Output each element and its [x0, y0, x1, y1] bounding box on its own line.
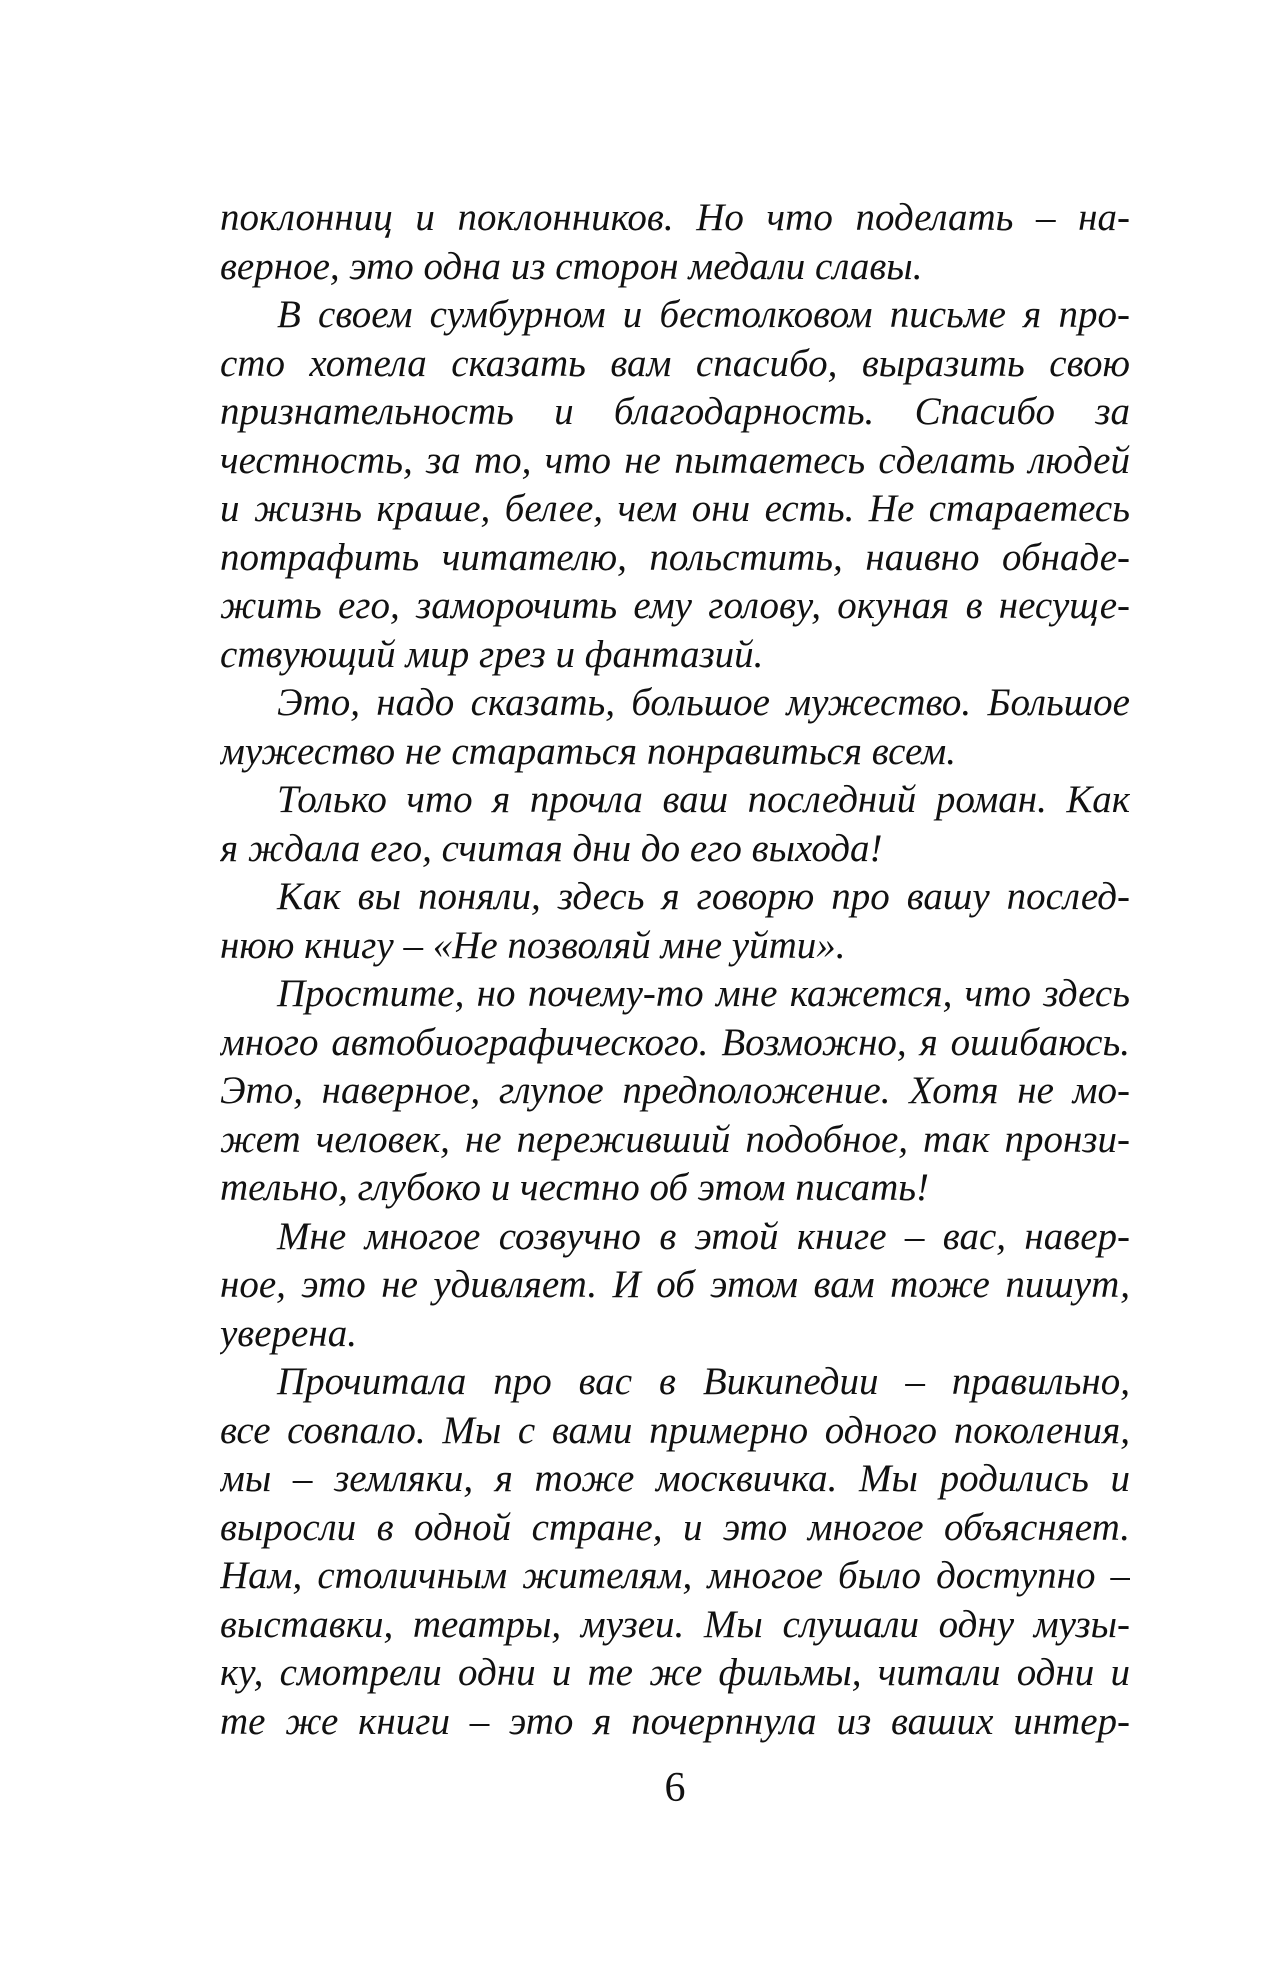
- text-line: Как вы поняли, здесь я говорю про вашу послед-: [277, 875, 1130, 918]
- text-line: мы – земляки, я тоже москвичка. Мы родились и: [220, 1457, 1130, 1500]
- text-line: верное, это одна из сторон медали славы.: [220, 244, 923, 288]
- text-line: уверена.: [220, 1311, 357, 1355]
- text-line: много автобиографического. Возможно, я ошибаюсь.: [220, 1020, 1130, 1064]
- text-line: и жизнь краше, белее, чем они есть. Не стараетесь: [220, 487, 1130, 530]
- text-line: сто хотела сказать вам спасибо, выразить свою: [220, 341, 1130, 385]
- text-line: Мне многое созвучно в этой книге – вас, навер-: [277, 1214, 1130, 1258]
- text-line: ствующий мир грез и фантазий.: [220, 632, 764, 676]
- text-line: Прочитала про вас в Википедии – правильно,: [277, 1360, 1130, 1403]
- text-line: выставки, театры, музеи. Мы слушали одну музы-: [220, 1602, 1130, 1646]
- text-line: честность, за то, что не пытаетесь сделать людей: [220, 438, 1130, 482]
- page-body-text: [220, 194, 1130, 1746]
- text-line: Нам, столичным жителям, многое было доступно –: [220, 1554, 1130, 1597]
- text-line: мужество не стараться понравиться всем.: [220, 729, 956, 773]
- text-line: Простите, но почему-то мне кажется, что здесь: [277, 972, 1130, 1015]
- text-line: все совпало. Мы с вами примерно одного поколения,: [220, 1408, 1130, 1452]
- text-line: жет человек, не переживший подобное, так пронзи-: [220, 1117, 1130, 1161]
- text-line: Это, надо сказать, большое мужество. Большое: [277, 681, 1130, 724]
- text-line: жить его, заморочить ему голову, окуная в несуще-: [220, 584, 1130, 627]
- text-line: выросли в одной стране, и это многое объясняет.: [220, 1505, 1130, 1549]
- text-line: нюю книгу – «Не позволяй мне уйти».: [220, 923, 846, 967]
- text-line: тельно, глубоко и честно об этом писать!: [220, 1166, 929, 1209]
- text-line: я ждала его, считая дни до его выхода!: [220, 826, 883, 870]
- page-number: 6: [664, 1765, 686, 1811]
- text-line: ку, смотрели одни и те же фильмы, читали одни и: [220, 1651, 1130, 1694]
- text-line: признательность и благодарность. Спасибо за: [220, 390, 1130, 433]
- text-line: В своем сумбурном и бестолковом письме я про-: [277, 293, 1130, 336]
- text-line: потрафить читателю, польстить, наивно обнаде-: [220, 535, 1130, 579]
- text-line: поклонниц и поклонников. Но что поделать – на-: [220, 196, 1130, 239]
- text-line: те же книги – это я почерпнула из ваших интер-: [220, 1699, 1130, 1743]
- text-line: Только что я прочла ваш последний роман. Как: [277, 778, 1130, 821]
- text-line: Это, наверное, глупое предположение. Хотя не мо-: [220, 1069, 1130, 1112]
- text-line: ное, это не удивляет. И об этом вам тоже пишут,: [220, 1263, 1130, 1306]
